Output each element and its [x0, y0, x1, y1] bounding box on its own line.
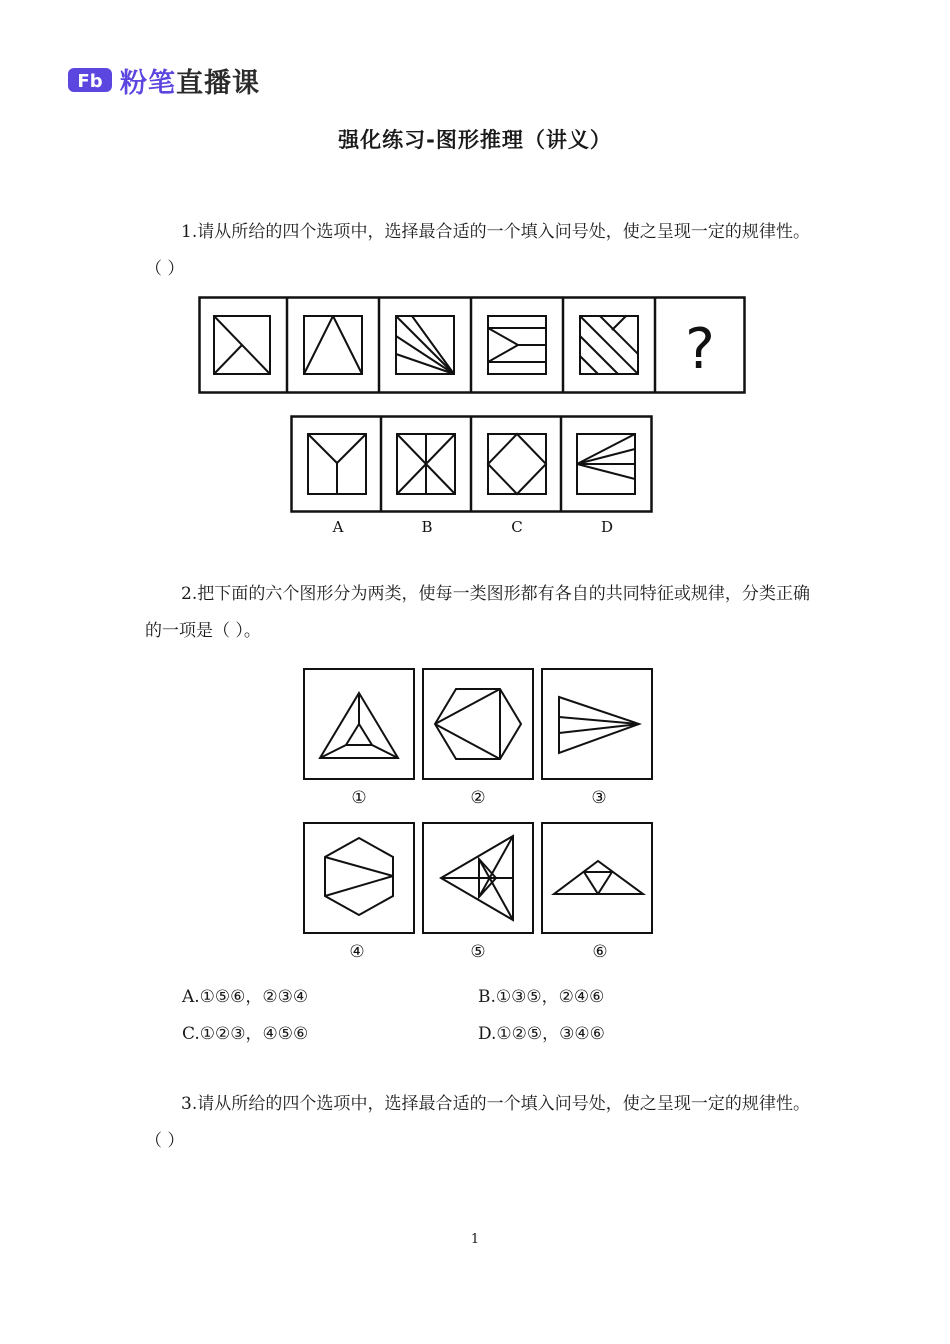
sequence-figure-1 — [214, 316, 270, 374]
question-1-text — [145, 214, 810, 288]
option-d-label: D — [600, 518, 614, 536]
question-1-number: 1. — [181, 222, 198, 242]
logo-brand: 粉笔 — [120, 67, 176, 99]
brand-logo — [68, 62, 260, 98]
question-2-text — [145, 576, 810, 650]
sequence-figure-4 — [488, 316, 546, 374]
figure-3 — [542, 669, 652, 779]
choice-a[interactable]: A.①⑤⑥，②③④ — [182, 987, 309, 1007]
figure-6 — [542, 823, 652, 933]
choice-b[interactable]: B.①③⑤，②④⑥ — [478, 987, 605, 1007]
figure-2 — [423, 669, 533, 779]
choice-d[interactable]: D.①②⑤，③④⑥ — [478, 1024, 605, 1044]
option-a-label: A — [332, 518, 344, 536]
question-3-number: 3. — [181, 1094, 198, 1114]
question-1-body: 请从所给的四个选项中，选择最合适的一个填入问号处，使之呈现一定的规律性。（ ） — [145, 222, 810, 279]
option-b-figure — [397, 434, 455, 494]
question-3-body: 请从所给的四个选项中，选择最合适的一个填入问号处，使之呈现一定的规律性。（ ） — [145, 1094, 810, 1151]
question-1-options — [290, 415, 654, 543]
option-c-label: C — [511, 518, 523, 536]
figure-6-label: ⑥ — [592, 942, 608, 962]
figure-4-label: ④ — [349, 942, 365, 962]
option-d-figure — [577, 434, 635, 494]
question-2-number: 2. — [181, 584, 198, 604]
logo-mark-text: Fb — [77, 71, 103, 92]
figure-5-label: ⑤ — [470, 942, 486, 962]
figure-1 — [304, 669, 414, 779]
sequence-figure-2 — [304, 316, 362, 374]
figure-3-label: ③ — [591, 788, 607, 808]
fb-logo-icon — [68, 64, 112, 96]
figure-4 — [304, 823, 414, 933]
question-mark-icon: ? — [685, 317, 715, 382]
page-title: 强化练习-图形推理（讲义） — [338, 128, 612, 152]
question-2-body: 把下面的六个图形分为两类，使每一类图形都有各自的共同特征或规律，分类正确的一项是（ ）。 — [145, 584, 810, 641]
sequence-figure-5 — [580, 316, 638, 374]
logo-product: 直播课 — [176, 67, 260, 99]
question-3-text — [145, 1086, 810, 1160]
logo-text — [120, 61, 260, 100]
sequence-figure-3 — [396, 316, 454, 374]
question-1-sequence — [198, 296, 746, 396]
page-number: 1 — [470, 1232, 480, 1247]
option-c-figure — [488, 434, 546, 494]
figure-1-label: ① — [351, 788, 367, 808]
choice-c[interactable]: C.①②③，④⑤⑥ — [182, 1024, 309, 1044]
question-2-figures — [302, 667, 658, 963]
option-a-figure — [308, 434, 366, 494]
figure-5 — [423, 823, 533, 933]
option-b-label: B — [421, 518, 433, 536]
figure-2-label: ② — [470, 788, 486, 808]
